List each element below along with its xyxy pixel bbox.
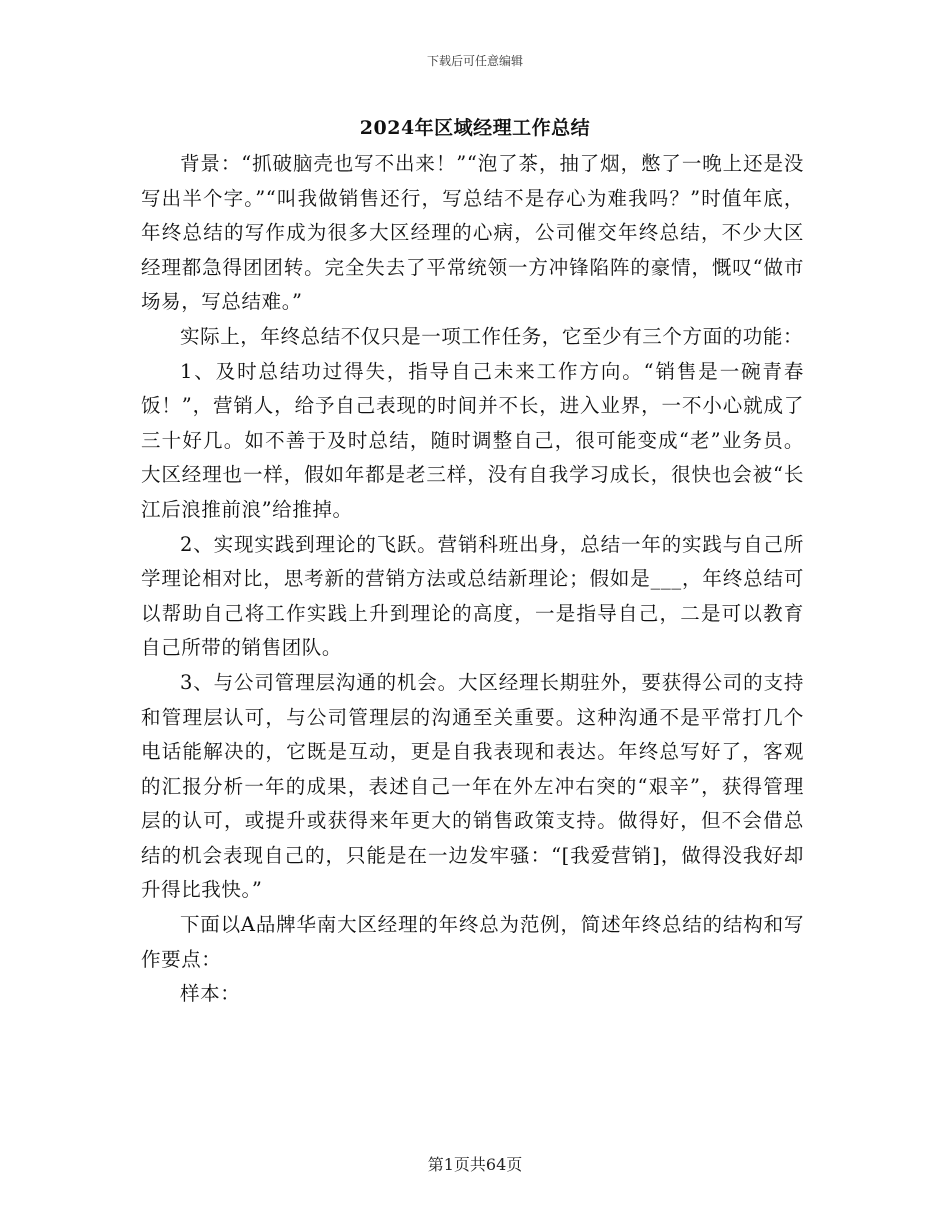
document-body [141, 147, 804, 1012]
paragraph-functions-intro: 实际上，年终总结不仅只是一项工作任务，它至少有三个方面的功能： [180, 324, 804, 348]
download-note: 下载后可任意编辑 [426, 54, 523, 68]
paragraph-sample-label: 样本： [180, 982, 241, 1006]
page-number: 第1页共64页 [427, 1155, 523, 1174]
paragraph-point-2: 2、实现实践到理论的飞跃。营销科班出身，总结一年的实践与自己所学理论相对比，思考新的营销方法或总结新理论；假如是___，年终总结可以帮助自己将工作实践上升到理论的高度，一是指导自己，二是可以教育自己所带的销售团队。 [141, 532, 804, 660]
paragraph-example-intro: 下面以A品牌华南大区经理的年终总为范例，简述年终总结的结构和写作要点： [141, 913, 804, 971]
paragraph-point-1: 1、及时总结功过得失，指导自己未来工作方向。“销售是一碗青春饭！”，营销人，给予自己表现的时间并不长，进入业界，一不小心就成了三十好几。如不善于及时总结，随时调整自己，很可能变成“老”业务员。大区经理也一样，假如年都是老三样，没有自我学习成长，很快也会被“长江后浪推前浪”给推掉。 [141, 359, 804, 521]
paragraph-background: 背景：“抓破脑壳也写不出来！”“泡了茶，抽了烟，憋了一晚上还是没写出半个字。”“叫我做销售还行，写总结不是存心为难我吗？”时值年底，年终总结的写作成为很多大区经理的心病，公司催交年终总结，不少大区经理都急得团团转。完全失去了平常统领一方冲锋陷阵的豪情，慨叹“做市场易，写总结难。” [141, 152, 804, 314]
paragraph-point-3: 3、与公司管理层沟通的机会。大区经理长期驻外，要获得公司的支持和管理层认可，与公司管理层的沟通至关重要。这种沟通不是平常打几个电话能解决的，它既是互动，更是自我表现和表达。年终总写好了，客观的汇报分析一年的成果，表述自己一年在外左冲右突的“艰辛”，获得管理层的认可，或提升或获得来年更大的销售政策支持。做得好，但不会借总结的机会表现自己的，只能是在一边发牢骚：“[我爱营销]，做得没我好却升得比我快。” [141, 670, 804, 902]
document-title: 2024年区域经理工作总结 [359, 117, 591, 139]
